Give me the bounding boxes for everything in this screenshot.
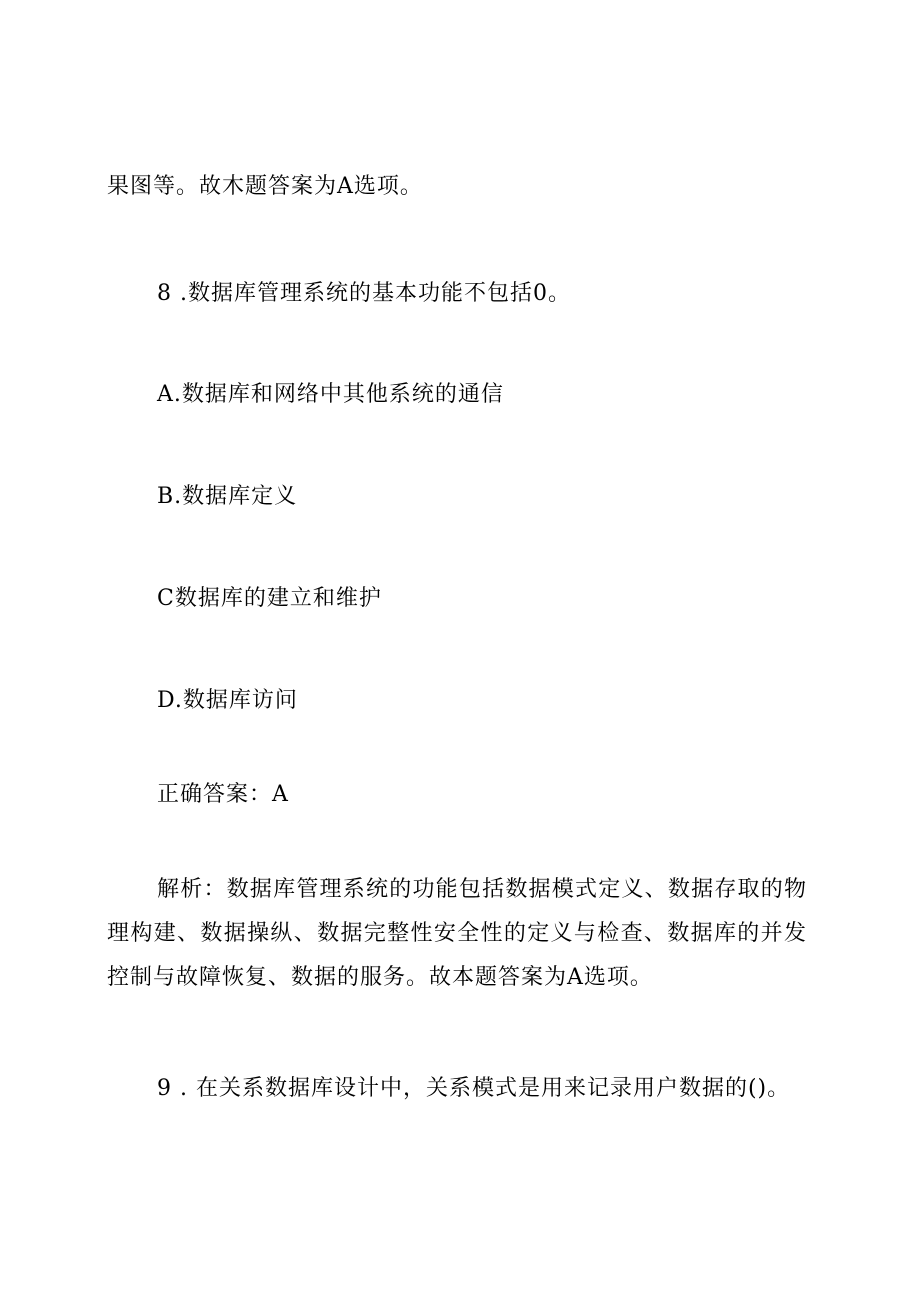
question-8-answer: 正确答案：A bbox=[157, 782, 289, 807]
question-8-option-d: D.数据库访问 bbox=[157, 688, 298, 713]
question-8-option-a: A.数据库和网络中其他系统的通信 bbox=[157, 382, 504, 407]
question-8-option-b: B.数据库定义 bbox=[157, 484, 298, 509]
previous-answer-tail: 果图等。故木题答案为A选项。 bbox=[107, 174, 423, 199]
question-8-stem: 8 .数据库管理系统的基本功能不包括0。 bbox=[157, 281, 571, 306]
question-8-explanation: 解析：数据库管理系统的功能包括数据模式定义、数据存取的物理构建、数据操纵、数据完整性安全性的定义与检查、数据库的并发控制与故障恢复、数据的服务。故本题答案为A选项。 bbox=[107, 877, 807, 990]
question-9-stem: 9 . 在关系数据库设计中，关系模式是用来记录用户数据的()。 bbox=[157, 1076, 791, 1101]
question-8-option-c: C数据库的建立和维护 bbox=[157, 586, 382, 611]
